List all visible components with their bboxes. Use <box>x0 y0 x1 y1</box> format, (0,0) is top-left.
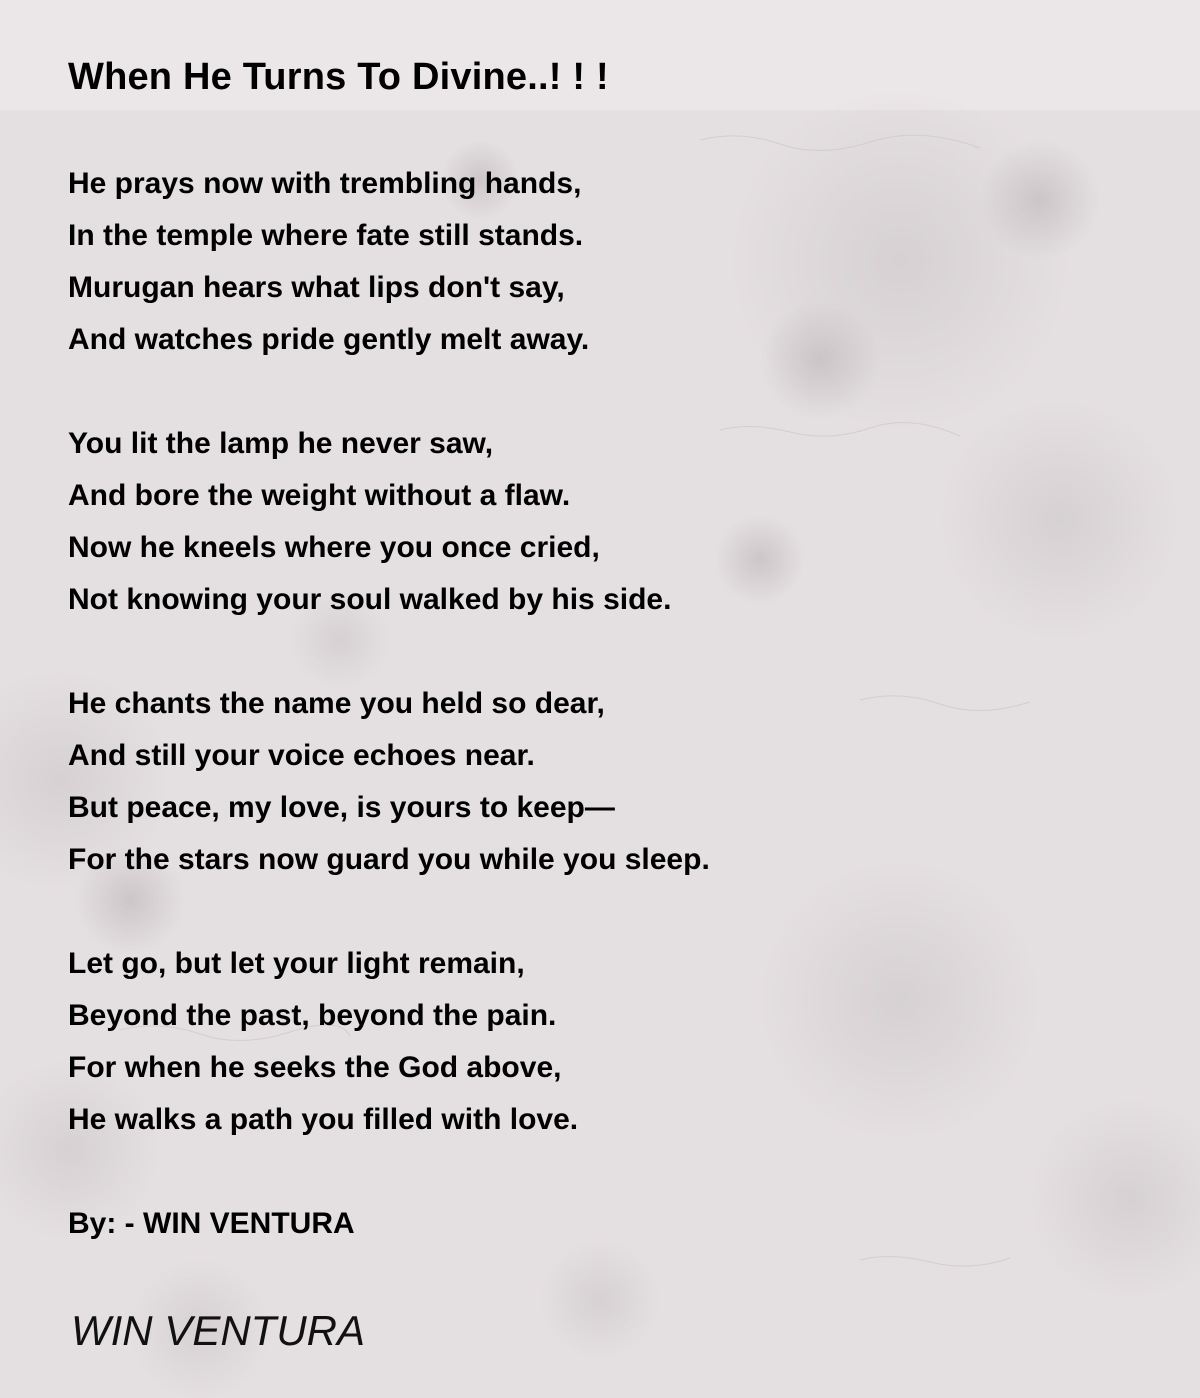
author-byline: By: - WIN VENTURA <box>68 1207 355 1240</box>
poem-body <box>68 158 1168 1146</box>
poem-line: Murugan hears what lips don't say, <box>68 271 565 304</box>
poem-line: Beyond the past, beyond the pain. <box>68 999 557 1032</box>
poem-line: Not knowing your soul walked by his side. <box>68 583 672 616</box>
poem-page <box>68 54 1168 1356</box>
poem-line: He prays now with trembling hands, <box>68 167 582 200</box>
poem-line: Now he kneels where you once cried, <box>68 531 600 564</box>
author-signature: WIN VENTURA <box>71 1307 365 1354</box>
poem-line: And watches pride gently melt away. <box>68 323 590 356</box>
stanza <box>68 418 1168 626</box>
poem-line: Let go, but let your light remain, <box>68 947 525 980</box>
poem-line: For when he seeks the God above, <box>68 1051 562 1084</box>
poem-title: When He Turns To Divine..! ! ! <box>68 56 609 98</box>
poem-line: He walks a path you filled with love. <box>68 1103 579 1136</box>
poem-line: And still your voice echoes near. <box>68 739 535 772</box>
poem-line: He chants the name you held so dear, <box>68 687 605 720</box>
poem-line: But peace, my love, is yours to keep— <box>68 791 615 824</box>
poem-line: And bore the weight without a flaw. <box>68 479 571 512</box>
poem-line: For the stars now guard you while you sleep. <box>68 843 710 876</box>
stanza <box>68 158 1168 366</box>
stanza <box>68 938 1168 1146</box>
stanza <box>68 678 1168 886</box>
poem-line: In the temple where fate still stands. <box>68 219 584 252</box>
poem-line: You lit the lamp he never saw, <box>68 427 494 460</box>
